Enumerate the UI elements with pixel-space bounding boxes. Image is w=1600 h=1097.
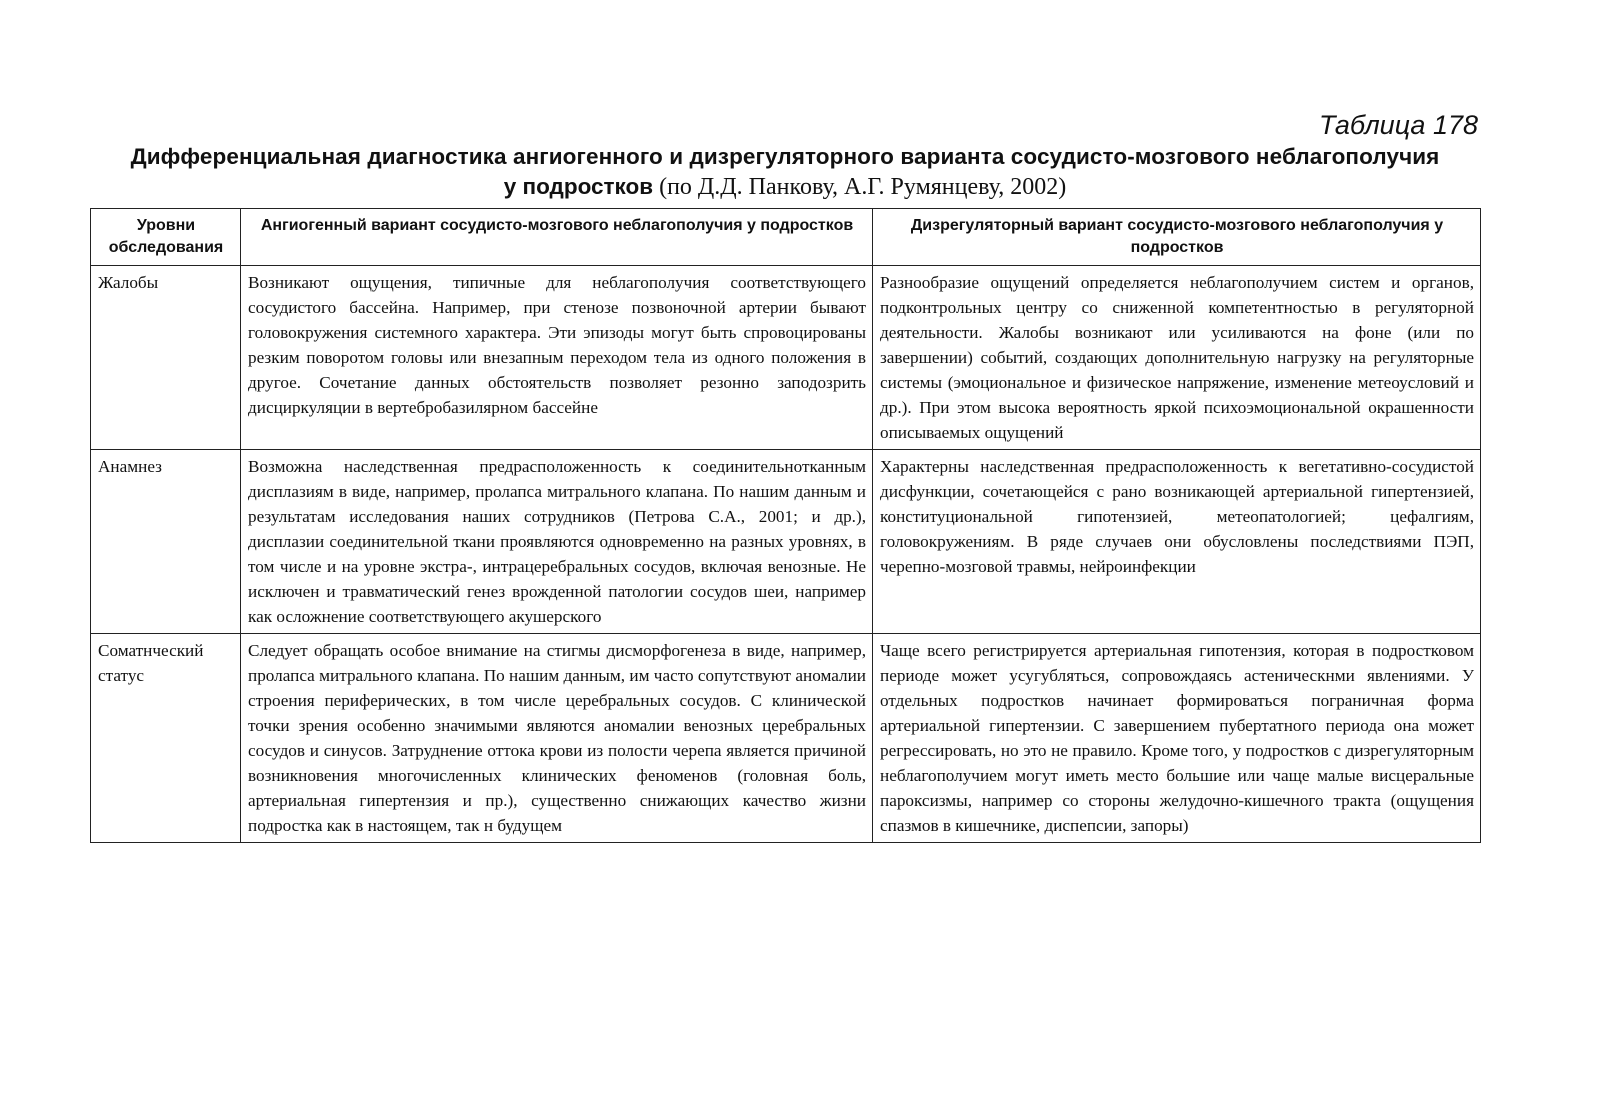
table-row bbox=[91, 450, 1481, 634]
table-subtitle-source: (по Д.Д. Панкову, А.Г. Румянцеву, 2002) bbox=[653, 174, 1067, 200]
table-row bbox=[91, 634, 1481, 843]
row-level-complaints: Жалобы bbox=[91, 266, 241, 450]
table-subtitle-bold: у подростков bbox=[503, 174, 654, 199]
document-page bbox=[90, 108, 1480, 843]
table-number: Таблица 178 bbox=[1318, 110, 1478, 140]
cell-angiogenic: Возможна наследственная предрасположенность к соединительнотканным дисплазиям в виде, например, пролапса митрального клапана. По нашим данным и результатам исследования наших сотрудников (Петрова С.А., 2001; и др.), дисплазии соединительной ткани проявляются одновременно на разных уровнях, в том числе и на уровне экстра-, интрацеребральных сосудов, включая венозные. Не исключен и травматический генез врожденной патологии сосудов шеи, например как осложнение соответствующего акушерского bbox=[241, 450, 873, 634]
header-angiogenic: Ангиогенный вариант сосудисто-мозгового неблагополучия у подростков bbox=[241, 209, 873, 266]
cell-angiogenic: Следует обращать особое внимание на стигмы дисморфогенеза в виде, например, пролапса митрального клапана. По нашим данным, им часто сопутствуют аномалии строения периферических, в том числе церебральных сосудов. С клинической точки зрения особенно значимыми являются аномалии венозных церебральных сосудов и синусов. Затруднение оттока крови из полости черепа является причиной возникновения многочисленных клинических феноменов (головная боль, артериальная гипертензия и пр.), существенно снижающих качество жизни подростка как в настоящем, так н будущем bbox=[241, 634, 873, 843]
row-level-anamnesis: Анамнез bbox=[91, 450, 241, 634]
table-row bbox=[91, 266, 1481, 450]
table-header-row bbox=[91, 209, 1481, 266]
header-dysregulatory: Дизрегуляторный вариант сосудисто-мозгового неблагополучия у подростков bbox=[873, 209, 1481, 266]
cell-dysregulatory: Разнообразие ощущений определяется неблагополучием систем и органов, подконтрольных центру со сниженной компетентностью в регуляторной деятельности. Жалобы возникают или усиливаются на фоне (или по завершении) событий, создающих дополнительную нагрузку на регуляторные системы (эмоциональное и физическое напряжение, изменение метеоусловий и др.). При этом высока вероятность яркой психоэмоциональной окрашенности описываемых ощущений bbox=[873, 266, 1481, 450]
cell-dysregulatory: Чаще всего регистрируется артериальная гипотензия, которая в подростковом периоде может усугубляться, сопровождаясь астеническнми явлениями. У отдельных подростков начинает формироваться пограничная форма артериальной гипертензии. С завершением пубертатного периода она может регрессировать, но это не правило. Кроме того, у подростков с дизрегуляторным неблагополучием могут иметь место большие или чаще малые висцеральные пароксизмы, например со стороны желудочно-кишечного тракта (ощущения спазмов в кишечнике, диспепсии, запоры) bbox=[873, 634, 1481, 843]
cell-dysregulatory: Характерны наследственная предрасположенность к вегетативно-сосудистой дисфункции, сочетающейся с рано возникающей артериальной гипертензией, конституциональной гипотензией, метеопатологией; цефалгиям, головокружениям. В ряде случаев они обусловлены последствиями ПЭП, черепно-мозговой травмы, нейроинфекции bbox=[873, 450, 1481, 634]
table-title: Дифференциальная диагностика ангиогенного и дизрегуляторного варианта сосудисто-мозгового неблагополучия bbox=[130, 144, 1440, 169]
cell-angiogenic: Возникают ощущения, типичные для неблагополучия соответствующего сосудистого бассейна. Например, при стенозе позвоночной артерии бывают головокружения системного характера. Эти эпизоды могут быть спровоцированы резким поворотом головы или внезапным переходом тела из одного положения в другое. Сочетание данных обстоятельств позволяет резонно заподозрить дисциркуляции в вертебробазилярном бассейне bbox=[241, 266, 873, 450]
table-subtitle bbox=[90, 172, 1480, 202]
differential-table bbox=[90, 208, 1481, 843]
header-levels: Уровни обследования bbox=[91, 209, 241, 266]
row-level-somatic-status: Соматнческий статус bbox=[91, 634, 241, 843]
